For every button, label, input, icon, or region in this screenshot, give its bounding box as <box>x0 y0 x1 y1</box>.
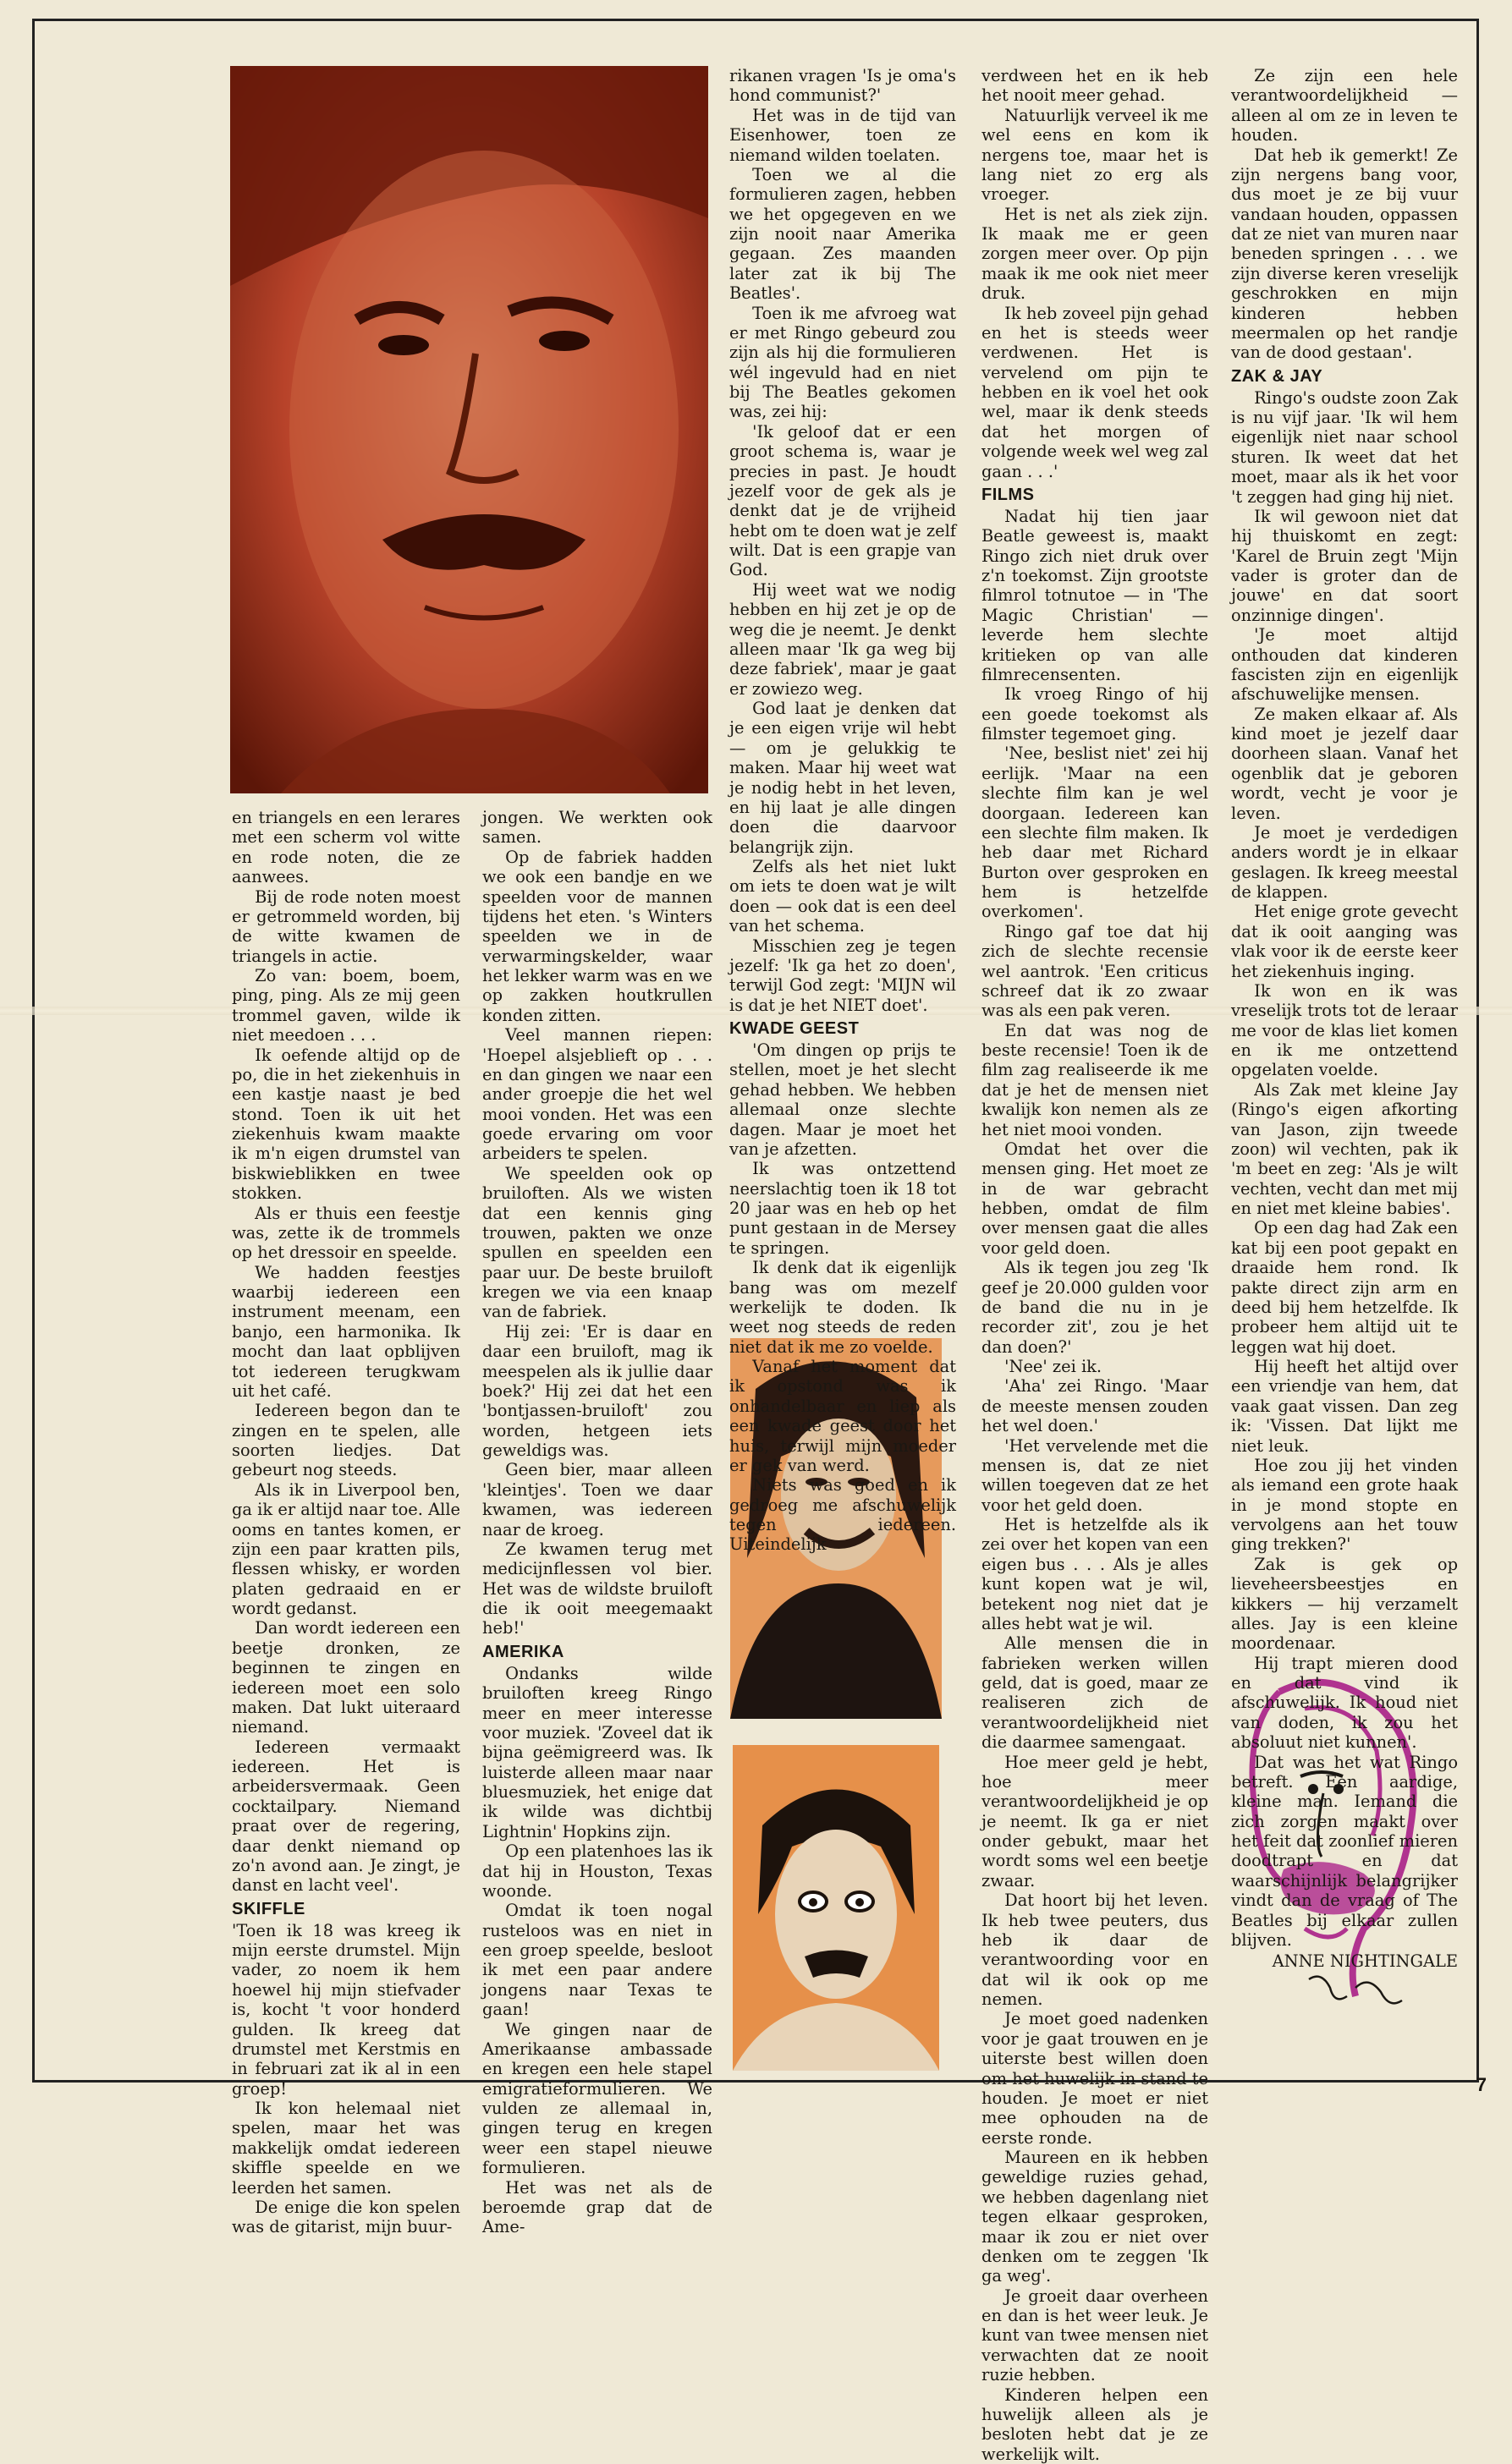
paragraph: Bij de rode noten moest er getrommeld worden, bij de witte kwamen de triangels in actie. <box>232 886 460 966</box>
subheading-kwade-geest: KWADE GEEST <box>729 1019 860 1038</box>
article-column-2 <box>482 808 712 2237</box>
column-4-paragraphs-2 <box>981 507 1208 2464</box>
author-signature: ANNE NIGHTINGALE <box>1272 1951 1458 1972</box>
paragraph: Hij heeft het altijd over een vriendje van hem, dat vaak gaat vissen. Dan zeg ik: 'Vissen. Dat lijkt me niet leuk. <box>1231 1357 1458 1456</box>
subheading-amerika: AMERIKA <box>482 1642 564 1661</box>
paragraph: We hadden feestjes waarbij iedereen een instrument meenam, een banjo, een harmonika. Ik mocht dan laat opblijven tot iedereen terugkwam uit het café. <box>232 1262 460 1401</box>
paragraph: De enige die kon spelen was de gitarist, mijn buur- <box>232 2197 460 2237</box>
paragraph: Je moet goed nadenken voor je gaat trouwen en je uiterste best willen doen om het huwelijk in stand te houden. Je moet er niet mee ophouden na de eerste ronde. <box>981 2009 1209 2148</box>
paragraph: Op de fabriek hadden we ook een bandje en we speelden voor de mannen tijdens het eten. 's Winters speelden we in de verwarmingskelder, waar het lekker warm was en we op zakken houtkrullen konden zitten. <box>482 847 712 1025</box>
paragraph: Ringo's oudste zoon Zak is nu vijf jaar. 'Ik wil hem eigenlijk niet naar school sturen. Ik weet dat het moet, maar als ik het voor 't zeggen had ging hij niet. <box>1231 387 1458 507</box>
paragraph: Omdat het over die mensen ging. Het moet ze in de war gebracht hebben, omdat de film over mensen gaat die alles voor geld doen. <box>981 1139 1208 1258</box>
article-column-5 <box>1231 66 1458 1972</box>
article-column-4 <box>981 66 1209 2464</box>
paragraph: Het was net als de beroemde grap dat de Ame- <box>482 2177 712 2237</box>
paragraph: Als er thuis een feestje was, zette ik de trommels op het dressoir en speelde. <box>232 1203 460 1263</box>
paragraph: Toen we al die formulieren zagen, hebben we het opgegeven en we zijn nooit naar Amerika gegaan. Zes maanden later zat ik bij The Beatles'. <box>729 164 956 304</box>
paragraph: Kinderen helpen een huwelijk alleen als je besloten hebt dat je ze werkelijk wilt. <box>981 2384 1208 2464</box>
subheading-zak-jay: ZAK & JAY <box>1231 366 1323 386</box>
paragraph: Ondanks wilde bruiloften kreeg Ringo meer en meer interesse voor muziek. 'Zoveel dat ik bijna geëmigreerd was. Ik luisterde alleen maar naar bluesmuziek, het enige dat ik wilde was dichtbij Lightnin' Hopkins zijn. <box>482 1663 712 1841</box>
paragraph: En dat was nog de beste recensie! Toen ik de film zag realiseerde ik me dat je het de mensen niet kwalijk kon nemen als ze het niet mooi vonden. <box>981 1020 1208 1139</box>
paragraph: Als Zak met kleine Jay (Ringo's eigen afkorting van Jason, zijn tweede zoon) wil vechten, pak ik 'm beet en zeg: 'Als je wilt vechten, vecht dan met mij en niet met kleine babies'. <box>1231 1079 1458 1219</box>
paragraph: Alle mensen die in fabrieken werken willen geld, dat is goed, maar ze realiseren zich de verantwoordelijkheid niet die daarmee samengaat. <box>981 1633 1208 1753</box>
paragraph: Veel mannen riepen: 'Hoepel alsjeblieft op . . . en dan gingen we naar een ander groepje die het wel mooi vonden. Het was een goede ervaring om voor arbeiders te spelen. <box>482 1025 712 1164</box>
paragraph: Hij trapt mieren dood en dat vind ik afschuwelijk. Ik houd niet van doden, ik zou het absoluut niet kunnen'. <box>1231 1653 1458 1753</box>
paragraph: Omdat ik toen nogal rusteloos was en niet in een groep speelde, besloot ik met een paar andere jongens naar Texas te gaan! <box>482 1901 712 2020</box>
paragraph: Toen ik me afvroeg wat er met Ringo gebeurd zou zijn als hij die formulieren wél ingevuld had en niet bij The Beatles gekomen was, zei hij: <box>729 303 956 422</box>
paragraph: Dat hoort bij het leven. Ik heb twee peuters, dus heb ik daar de verantwoording voor en dat wil ik ook op me nemen. <box>981 1891 1208 2010</box>
paragraph: Zo van: boem, boem, ping, ping. Als ze mij geen trommel gaven, wilde ik niet meedoen . . . <box>232 966 460 1045</box>
paragraph: 'Ik geloof dat er een groot schema is, waar je precies in past. Je houdt jezelf voor de gek als je denkt dat je de vrijheid hebt om te doen wat je zelf wilt. Dat is een grapje van God. <box>729 421 956 580</box>
paragraph: Je moet je verdedigen anders wordt je in elkaar geslagen. Ik kreeg meestal de klappen. <box>1231 822 1458 903</box>
paragraph: Het is net als ziek zijn. Ik maak me er geen zorgen meer over. Op pijn maak ik me ook niet meer druk. <box>981 204 1208 304</box>
paragraph: Ik was ontzettend neerslachtig toen ik 18 tot 20 jaar was en heb op het punt gestaan in de Mersey te springen. <box>729 1159 956 1258</box>
paragraph: Ik heb zoveel pijn gehad en het is steeds weer verdwenen. Het is vervelend om pijn te hebben en ik voel het ook wel, maar ik denk steeds dat het morgen of volgende week wel weg zal gaan . . .' <box>981 303 1208 481</box>
subheading-films: FILMS <box>981 485 1035 504</box>
paragraph: Geen bier, maar alleen 'kleintjes'. Toen we daar kwamen, was iedereen naar de kroeg. <box>482 1460 712 1539</box>
paragraph: Natuurlijk verveel ik me wel eens en kom ik nergens toe, maar het is lang niet zo erg als vroeger. <box>981 105 1208 205</box>
paragraph: Op een dag had Zak een kat bij een poot gepakt en draaide hem rond. Ik pakte direct zijn arm en deed bij hem hetzelfde. Ik probeer hem altijd uit te leggen wat hij doet. <box>1231 1218 1458 1357</box>
paragraph: Dat was het wat Ringo betreft. Een aardige, kleine man. Iemand die zich zorgen maakt over het feit dat zoonlief mieren doodtrapt en dat waarschijnlijk belangrijker vindt dan de vraag of The Beatles bij elkaar zullen blijven. <box>1231 1752 1458 1950</box>
paragraph: Hoe zou jij het vinden als iemand een grote haak in je mond stopte en vervolgens aan het touw ging trekken?' <box>1231 1455 1458 1555</box>
paragraph: Het was in de tijd van Eisenhower, toen ze niemand wilden toelaten. <box>729 105 956 165</box>
column-3-paragraphs <box>729 66 956 1015</box>
paragraph: Ik oefende altijd op de po, die in het ziekenhuis in een kastje naast je bed stond. Toen ik uit het ziekenhuis kwam maakte ik m'n eigen drumstel van biskwieblikken en twee stokken. <box>232 1045 460 1204</box>
paragraph: Hij zei: 'Er is daar en daar een bruiloft, mag ik meespelen als ik jullie daar boek?' Hij zei dat het een 'bontjassen-bruiloft' zou worden, hetgeen iets geweldigs was. <box>482 1321 712 1460</box>
article-column-3 <box>729 66 956 1555</box>
article-column-1 <box>232 808 460 2237</box>
column-3-paragraphs-2 <box>729 1040 956 1555</box>
paragraph: 'Het vervelende met die mensen is, dat ze niet willen toegeven dat ze het voor het geld doen. <box>981 1435 1208 1515</box>
column-4-paragraphs <box>981 66 1208 481</box>
paragraph: Je groeit daar overheen en dan is het weer leuk. Je kunt van twee mensen niet verwachten dat ze nooit ruzie hebben. <box>981 2286 1208 2385</box>
paragraph: Ik kon helemaal niet spelen, maar het was makkelijk omdat iedereen skiffle speelde en we leerden het samen. <box>232 2099 460 2198</box>
paragraph: Maureen en ik hebben geweldige ruzies gehad, we hebben dagenlang niet tegen elkaar gesproken, maar ik zou er niet over denken om te zeggen 'Ik ga weg'. <box>981 2148 1208 2286</box>
paragraph: Het enige grote gevecht dat ik ooit aanging was vlak voor ik de eerste keer het ziekenhuis inging. <box>1231 902 1458 981</box>
paragraph: God laat je denken dat je een eigen vrije wil hebt — om je gelukkig te maken. Maar hij weet wat je nodig hebt in het leven, en hij laat je alle dingen doen die daarvoor belangrijk zijn. <box>729 699 956 857</box>
paragraph: 'Nee' zei ik. <box>1004 1357 1102 1377</box>
paragraph: Dan wordt iedereen een beetje dronken, ze beginnen te zingen en iedereen moet een solo maken. Dat lukt uiteraard niemand. <box>232 1618 460 1737</box>
paragraph: rikanen vragen 'Is je oma's hond communist?' <box>729 66 956 106</box>
paragraph: Ik won en ik was vreselijk trots tot de leraar me voor de klas liet komen en ik me ontzettend opgelaten voelde. <box>1231 980 1458 1080</box>
paragraph: 'Toen ik 18 was kreeg ik mijn eerste drumstel. Mijn vader, zo noem ik hem hoewel hij mijn stiefvader is, kocht 't voor honderd gulden. Ik kreeg dat drumstel met Kerstmis en in februari zat ik al in een groep! <box>232 1920 460 2099</box>
paragraph: Vanaf het moment dat ik opstond was ik onhandelbaar en liep als een kwade geest door het huis, terwijl mijn moeder er gek van werd. <box>729 1357 956 1475</box>
paragraph: Hoe meer geld je hebt, hoe meer verantwoordelijkheid je op je neemt. Ik ga er niet onder gebukt, maar het wordt soms wel een beetje zwaar. <box>981 1752 1208 1891</box>
paragraph: Op een platenhoes las ik dat hij in Houston, Texas woonde. <box>482 1841 712 1901</box>
paragraph: 'Je moet altijd onthouden dat kinderen fascisten zijn en eigenlijk afschuwelijke mensen. <box>1231 625 1458 705</box>
paragraph: Hij weet wat we nodig hebben en hij zet je op de weg die je neemt. Je denkt alleen maar 'Ik ga weg bij deze fabriek', maar je gaat er zowiezo weg. <box>729 579 956 699</box>
paragraph: We gingen naar de Amerikaanse ambassade en kregen een hele stapel emigratieformulieren. We vulden ze allemaal in, gingen terug en kregen weer een stapel nieuwe formulieren. <box>482 2019 712 2178</box>
column-2-paragraphs-2 <box>482 1664 712 2237</box>
paragraph: Ik denk dat ik eigenlijk bang was om mezelf werkelijk te doden. Ik weet nog steeds de reden niet dat ik me zo voelde. <box>729 1258 956 1357</box>
paragraph: Zak is gek op lieveheersbeestjes en kikkers — hij verzamelt alles. Jay is een kleine moordenaar. <box>1231 1554 1458 1654</box>
photo-serious <box>733 1745 939 2071</box>
paragraph: Nadat hij tien jaar Beatle geweest is, maakt Ringo zich niet druk over z'n toekomst. Zijn grootste filmrol totnutoe — in 'The Magic Christian' — leverde hem slechte kritieken op van alle filmrecensenten. <box>981 506 1208 684</box>
paragraph: Niets was goed en ik gedroeg me afschuwelijk tegen iedereen. Uiteindelijk <box>729 1475 956 1555</box>
portrait-photo-main <box>230 66 708 793</box>
paragraph: Iedereen begon dan te zingen en te spelen, alle soorten liedjes. Dat gebeurt nog steeds. <box>232 1401 460 1480</box>
paragraph: Als ik in Liverpool ben, ga ik er altijd naar toe. Alle ooms en tantes komen, er zijn een paar kratten pils, flessen whisky, er worden platen gedraaid en er wordt gedanst. <box>232 1479 460 1618</box>
column-2-paragraphs <box>482 808 712 1638</box>
column-1-paragraphs <box>232 808 460 1896</box>
paragraph: 'Nee, beslist niet' zei hij eerlijk. 'Maar na een slechte film kan je wel doorgaan. Iedereen kan een slechte film maken. Ik heb daar met Richard Burton over gesproken en hem is hetzelfde overkomen'. <box>981 744 1208 922</box>
subheading-skiffle: SKIFFLE <box>232 1899 305 1918</box>
paragraph: 'Aha' zei Ringo. 'Maar de meeste mensen zouden het wel doen.' <box>981 1376 1208 1436</box>
paragraph: Het is hetzelfde als ik zei over het kopen van een eigen bus . . . Als je alles kunt kopen wat je wil, betekent nog niet dat je alles hebt wat je wil. <box>981 1515 1208 1633</box>
paragraph: Ik vroeg Ringo of hij een goede toekomst als filmster tegemoet ging. <box>981 684 1208 744</box>
paragraph: en triangels en een lerares met een scherm vol witte en rode noten, die ze aanwees. <box>232 808 460 887</box>
paragraph: Zelfs als het niet lukt om iets te doen wat je wilt doen — ook dat is een deel van het schema. <box>729 857 956 936</box>
paragraph: Ze kwamen terug met medicijnflessen vol bier. Het was de wildste bruiloft die ik ooit meegemaakt heb!' <box>482 1539 712 1638</box>
column-5-paragraphs <box>1231 66 1458 363</box>
paragraph: Ringo gaf toe dat hij zich de slechte recensie wel aantrok. 'Een criticus schreef dat ik zo zwaar was als een pak veren. <box>981 921 1208 1021</box>
paragraph: Ze zijn een hele verantwoordelijkheid — alleen al om ze in leven te houden. <box>1231 66 1458 145</box>
paragraph: Iedereen vermaakt iedereen. Het is arbeidersvermaak. Geen cocktailpary. Niemand praat over de regering, daar denkt niemand op zo'n avond aan. Je zingt, je danst en lacht veel'. <box>232 1737 460 1896</box>
paragraph: Ze maken elkaar af. Als kind moet je jezelf daar doorheen slaan. Vanaf het ogenblik dat je geboren wordt, vecht je voor je leven. <box>1231 704 1458 823</box>
column-5-paragraphs-2 <box>1231 388 1458 1951</box>
column-1-paragraphs-2 <box>232 1921 460 2237</box>
paragraph: jongen. We werkten ook samen. <box>482 808 712 848</box>
paragraph: Misschien zeg je tegen jezelf: 'Ik ga het zo doen', terwijl God zegt: 'MIJN wil is dat je het NIET doet'. <box>729 936 956 1015</box>
paragraph: We speelden ook op bruiloften. Als we wisten dat een kennis ging trouwen, pakten we onze spullen en speelden een paar uur. De beste bruiloft kregen we via een knaap van de fabriek. <box>482 1163 712 1322</box>
paragraph: Ik wil gewoon niet dat hij thuiskomt en zegt: 'Karel de Bruin zegt 'Mijn vader is groter dan de jouwe' en dat soort onzinnige dingen'. <box>1231 506 1458 625</box>
paragraph: 'Om dingen op prijs te stellen, moet je het slecht gehad hebben. We hebben allemaal onze slechte dagen. Maar je moet het van je afzetten. <box>729 1040 956 1159</box>
paragraph: verdween het en ik heb het nooit meer gehad. <box>981 66 1208 106</box>
paragraph: Dat heb ik gemerkt! Ze zijn nergens bang voor, dus moet je ze bij vuur vandaan houden, oppassen dat ze niet van muren naar beneden springen . . . we zijn diverse keren vreselijk geschrokken en mijn kinderen hebben meermalen op het randje van de dood gestaan'. <box>1231 145 1458 363</box>
page-number: 7 <box>1476 2074 1487 2095</box>
paragraph: Als ik tegen jou zeg 'Ik geef je 20.000 gulden voor de band die nu in je recorder zit', zou je het dan doen?' <box>981 1258 1208 1357</box>
